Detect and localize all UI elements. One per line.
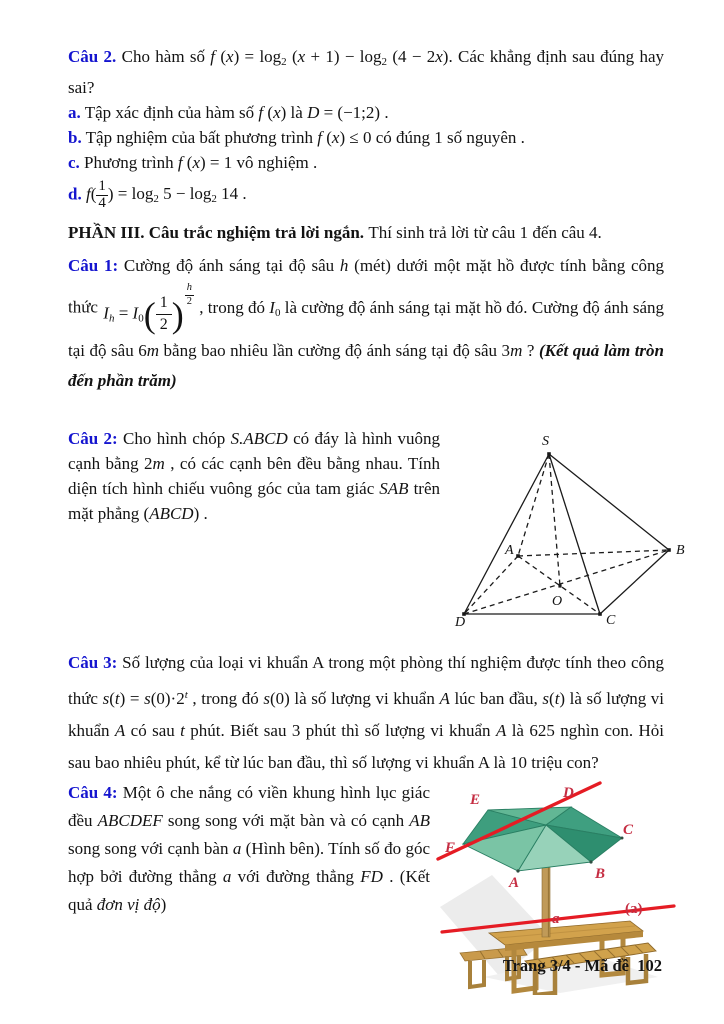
text-segment: ( — [549, 689, 555, 709]
question-p3-2-text — [68, 429, 440, 523]
question-p3-4-label: Câu 4: — [68, 783, 118, 803]
paren-close: ) — [107, 184, 114, 204]
text-segment: song song với mặt bàn và có cạnh — [162, 811, 410, 831]
text-segment: lúc ban đầu, — [449, 689, 543, 709]
text-segment: ) = 1 vô nghiệm . — [200, 153, 318, 172]
text-segment: a — [232, 839, 242, 859]
statement-a — [68, 100, 664, 125]
statement-c-text — [84, 153, 317, 172]
umbrella-canopy — [463, 807, 624, 873]
question-p3-2 — [68, 426, 440, 526]
question-p3-4 — [68, 779, 430, 919]
text-segment: s — [144, 689, 151, 709]
text-segment: SAB — [379, 479, 409, 499]
text-segment: A — [439, 689, 450, 709]
text-segment: với đường thẳng — [231, 867, 361, 887]
text-segment: ( — [322, 128, 332, 147]
text-segment: 2 — [281, 56, 287, 68]
text-segment: ABCDEF — [97, 811, 163, 831]
vertex-markers — [462, 452, 671, 616]
question-p3-1-label: Câu 1: — [68, 256, 119, 276]
statement-a-text — [85, 103, 389, 122]
statement-a-label: a. — [68, 103, 81, 122]
text-segment: s — [263, 689, 270, 709]
text-segment: x — [331, 128, 340, 147]
part3-heading-text — [68, 223, 602, 242]
question-p3-3 — [68, 647, 664, 779]
text-segment: (0) là số lượng vi khuẩn — [269, 689, 440, 709]
text-segment: song song với cạnh bàn — [68, 839, 233, 859]
fraction-1-2: $\frac{1}{2}$ — [156, 294, 172, 334]
text-segment: trên mặt phẳng ( — [68, 479, 440, 524]
text-segment: ABCD — [149, 504, 194, 524]
text-segment: x — [226, 47, 234, 66]
text-segment: ) ≤ 0 có đúng 1 số nguyên . — [339, 128, 525, 147]
statement-b-label: b. — [68, 128, 82, 147]
text-segment: t — [114, 689, 120, 709]
text-segment: t — [180, 721, 185, 741]
text-segment: ( — [109, 689, 115, 709]
question-2-label: Câu 2. — [68, 47, 117, 66]
statement-c — [68, 150, 664, 175]
text-segment: là cường độ ánh sáng tại mặt hồ đó. Cường độ ánh sáng tại độ sâu 6 — [68, 297, 664, 361]
text-segment: t — [554, 689, 560, 709]
umbrella-label-d: D — [563, 785, 574, 802]
text-segment: ) là số lượng vi khuẩn — [68, 689, 665, 741]
text-segment: 2 — [153, 193, 159, 206]
statement-d-label: d. — [68, 184, 82, 204]
text-segment: Cho hình chóp — [123, 429, 231, 449]
umbrella-label-f: F — [445, 840, 456, 857]
text-segment: s — [102, 689, 110, 709]
text-segment: ( — [286, 47, 298, 66]
text-segment: f — [177, 153, 183, 172]
statement-d-rest — [113, 184, 247, 206]
text-segment: FD — [360, 867, 383, 887]
text-segment: m — [510, 341, 523, 361]
question-p3-2-label: Câu 2: — [68, 429, 118, 449]
text-segment: (Kết quả làm tròn đến phần trăm) — [68, 341, 664, 391]
text-segment: đơn vị độ — [96, 895, 161, 915]
text-segment: ( — [215, 47, 227, 66]
umbrella-label-e: E — [470, 792, 481, 809]
text-segment: Một ô che nắng có viền khung hình lục giác đều — [68, 783, 430, 831]
pyramid-label-a: A — [505, 543, 514, 559]
paren-open: ( — [90, 184, 97, 204]
text-segment: I — [269, 297, 275, 317]
text-segment: x — [273, 103, 281, 122]
text-segment: A — [495, 721, 507, 741]
text-segment: + 1) − log — [305, 47, 382, 66]
text-segment: m — [152, 454, 165, 474]
text-segment: x — [297, 47, 306, 66]
text-segment: ) là — [280, 103, 308, 122]
text-segment: có sau — [125, 721, 181, 741]
pyramid-label-b: B — [676, 543, 685, 559]
text-segment: ) — [160, 895, 167, 915]
text-segment: h — [339, 256, 349, 276]
text-segment: 0 — [274, 306, 281, 319]
text-segment: S.ABCD — [230, 429, 288, 449]
umbrella-label-a-edge: a — [552, 911, 560, 928]
intensity-formula: $I_h = I_0$( $\frac{1}{2}$ ) $\frac{h}{2}$ — [103, 282, 192, 336]
text-segment: AB — [409, 811, 431, 831]
statement-c-label: c. — [68, 153, 80, 172]
text-segment: (0)·2 — [150, 689, 185, 709]
text-segment: ( — [182, 153, 193, 172]
text-segment: bằng bao nhiêu lần cường độ ánh sáng tại độ sâu 3 — [159, 341, 511, 361]
text-segment: , có các cạnh bên đều bằng nhau. Tính diện tích hình chiếu vuông góc của tam giác — [68, 454, 440, 499]
text-segment: , trong đó — [194, 297, 270, 317]
text-segment: ? — [522, 341, 539, 361]
part3-heading — [68, 220, 664, 245]
text-segment: (Hình bên). Tính số đo góc hợp bởi đường thẳng — [68, 839, 430, 887]
text-segment: Số lượng của loại vi khuẩn A trong một phòng thí nghiệm được tính theo công thức — [68, 653, 664, 709]
text-segment: (mét) dưới một mặt hồ được tính bằng công thức — [68, 256, 664, 317]
fraction-1-4: $\frac{1}{4}$ — [98, 178, 106, 211]
umbrella-label-a-vertex: A — [509, 875, 520, 892]
statement-d-f: f — [85, 184, 91, 204]
text-segment: PHẦN III. Câu trắc nghiệm trả lời ngắn. — [68, 223, 369, 243]
question-p3-1 — [68, 251, 664, 396]
statement-b — [68, 125, 664, 150]
pyramid-label-o: O — [552, 594, 563, 610]
pyramid-svg — [454, 430, 690, 630]
text-segment: , trong đó — [187, 689, 264, 709]
text-segment: 2 — [381, 56, 388, 68]
text-segment: x — [192, 153, 201, 172]
statement-b-text — [86, 128, 525, 147]
text-segment: t — [184, 689, 188, 702]
exponent-h-2: $\frac{h}{2}$ — [186, 282, 192, 307]
pyramid-figure — [454, 430, 690, 635]
text-segment: . (Kết quả — [68, 867, 430, 915]
text-segment: ) . — [193, 504, 208, 524]
question-p3-3-label: Câu 3: — [68, 653, 118, 673]
text-segment: 2 — [211, 193, 217, 206]
text-segment: (4 − 2 — [387, 47, 436, 66]
umbrella-label-a-line: (a) — [625, 901, 643, 918]
text-segment: = log — [113, 184, 154, 204]
text-segment: Tập xác định của hàm số — [84, 103, 259, 122]
question-p3-4-text — [68, 783, 430, 914]
text-segment: phút. Biết sau 3 phút thì số lượng vi khuẩn — [184, 721, 496, 741]
question-2-text — [68, 47, 664, 97]
text-segment: Phương trình — [84, 153, 178, 172]
pyramid-label-d: D — [455, 615, 466, 631]
text-segment: ) = — [119, 689, 145, 709]
umbrella-pole — [542, 865, 550, 937]
text-segment: ) = log — [233, 47, 282, 66]
statement-d — [68, 179, 664, 212]
text-segment: ). Các khẳng định sau đúng hay sai? — [68, 47, 664, 97]
text-segment: Cường độ ánh sáng tại độ sâu — [123, 256, 340, 276]
text-segment: Thí sinh trả lời từ câu 1 đến câu 4. — [368, 223, 602, 243]
page-content — [68, 44, 685, 1000]
question-p3-3-text — [68, 653, 664, 772]
text-segment: a — [222, 867, 232, 887]
text-segment: f — [258, 103, 264, 122]
text-segment: Tập nghiệm của bất phương trình — [85, 128, 318, 147]
text-segment: m — [146, 341, 160, 361]
text-segment: là 625 nghìn con. Hỏi sau bao nhiêu phút, kể từ lúc ban đầu, thì số lượng vi khuẩn A là 10 triệu con? — [68, 721, 664, 773]
umbrella-label-c: C — [623, 822, 634, 839]
text-segment: x — [435, 47, 443, 66]
text-segment: f — [210, 47, 216, 66]
text-segment: 5 − log — [158, 184, 212, 204]
text-segment: có đáy là hình vuông cạnh bằng 2 — [68, 429, 440, 474]
text-segment: s — [542, 689, 550, 709]
question-2-heading — [68, 44, 664, 100]
umbrella-label-b: B — [595, 866, 606, 883]
text-segment: ( — [263, 103, 274, 122]
text-segment: = (−1;2) . — [319, 103, 389, 122]
text-segment: f — [317, 128, 322, 147]
page-footer: Trang 3/4 - Mã đề 102 — [502, 956, 662, 975]
text-segment: Cho hàm số — [121, 47, 211, 66]
question-p3-2-row — [68, 426, 690, 635]
text-segment: A — [114, 721, 126, 741]
pyramid-label-s: S — [542, 434, 549, 450]
text-segment: D — [307, 103, 320, 122]
text-segment: 14 . — [216, 184, 247, 204]
pyramid-label-c: C — [606, 613, 616, 629]
